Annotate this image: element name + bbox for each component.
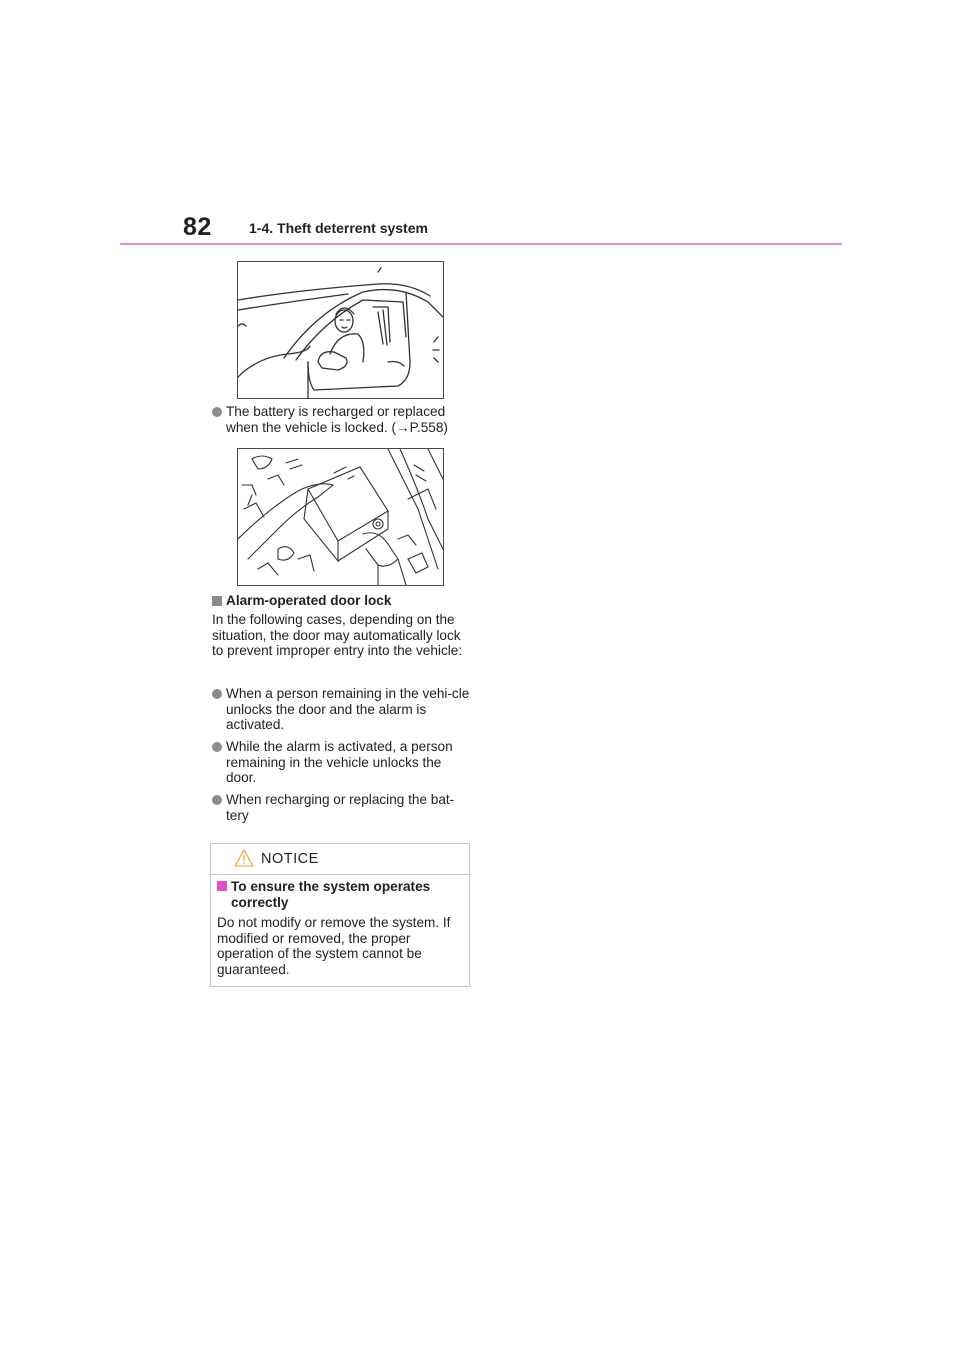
page-number: 82 [183, 213, 212, 241]
header-divider [120, 243, 842, 245]
bullet-text: The battery is recharged or replaced when the vehicle is locked. (→P.558) [226, 404, 448, 435]
heading-marker [212, 596, 222, 606]
bullet-text: When a person remaining in the vehi-cle unlocks the door and the alarm is activated. [226, 686, 470, 732]
battery-illustration [237, 448, 444, 586]
intro-paragraph: In the following cases, depending on the situation, the door may automatically lock to prevent improper entry into the vehicle: [212, 612, 463, 658]
notice-body: Do not modify or remove the system. If modified or removed, the proper operation of the system cannot be guaranteed. [217, 915, 451, 977]
notice-label: NOTICE [261, 851, 319, 867]
bullet-dot [212, 689, 222, 699]
notice-title-marker [217, 881, 227, 891]
bullet-dot [212, 407, 222, 417]
warning-triangle-icon [234, 849, 254, 872]
notice-box [210, 843, 470, 987]
notice-header [211, 844, 469, 875]
section-heading: Alarm-operated door lock [226, 593, 392, 608]
bullet-text: While the alarm is activated, a person remaining in the vehicle unlocks the door. [226, 739, 453, 785]
bullet-dot [212, 795, 222, 805]
section-title: 1-4. Theft deterrent system [249, 220, 428, 236]
bullet-dot [212, 742, 222, 752]
person-in-car-illustration [237, 261, 444, 399]
bullet-text: When recharging or replacing the bat-tery [226, 792, 455, 823]
notice-title: To ensure the system operates correctly [231, 879, 431, 910]
